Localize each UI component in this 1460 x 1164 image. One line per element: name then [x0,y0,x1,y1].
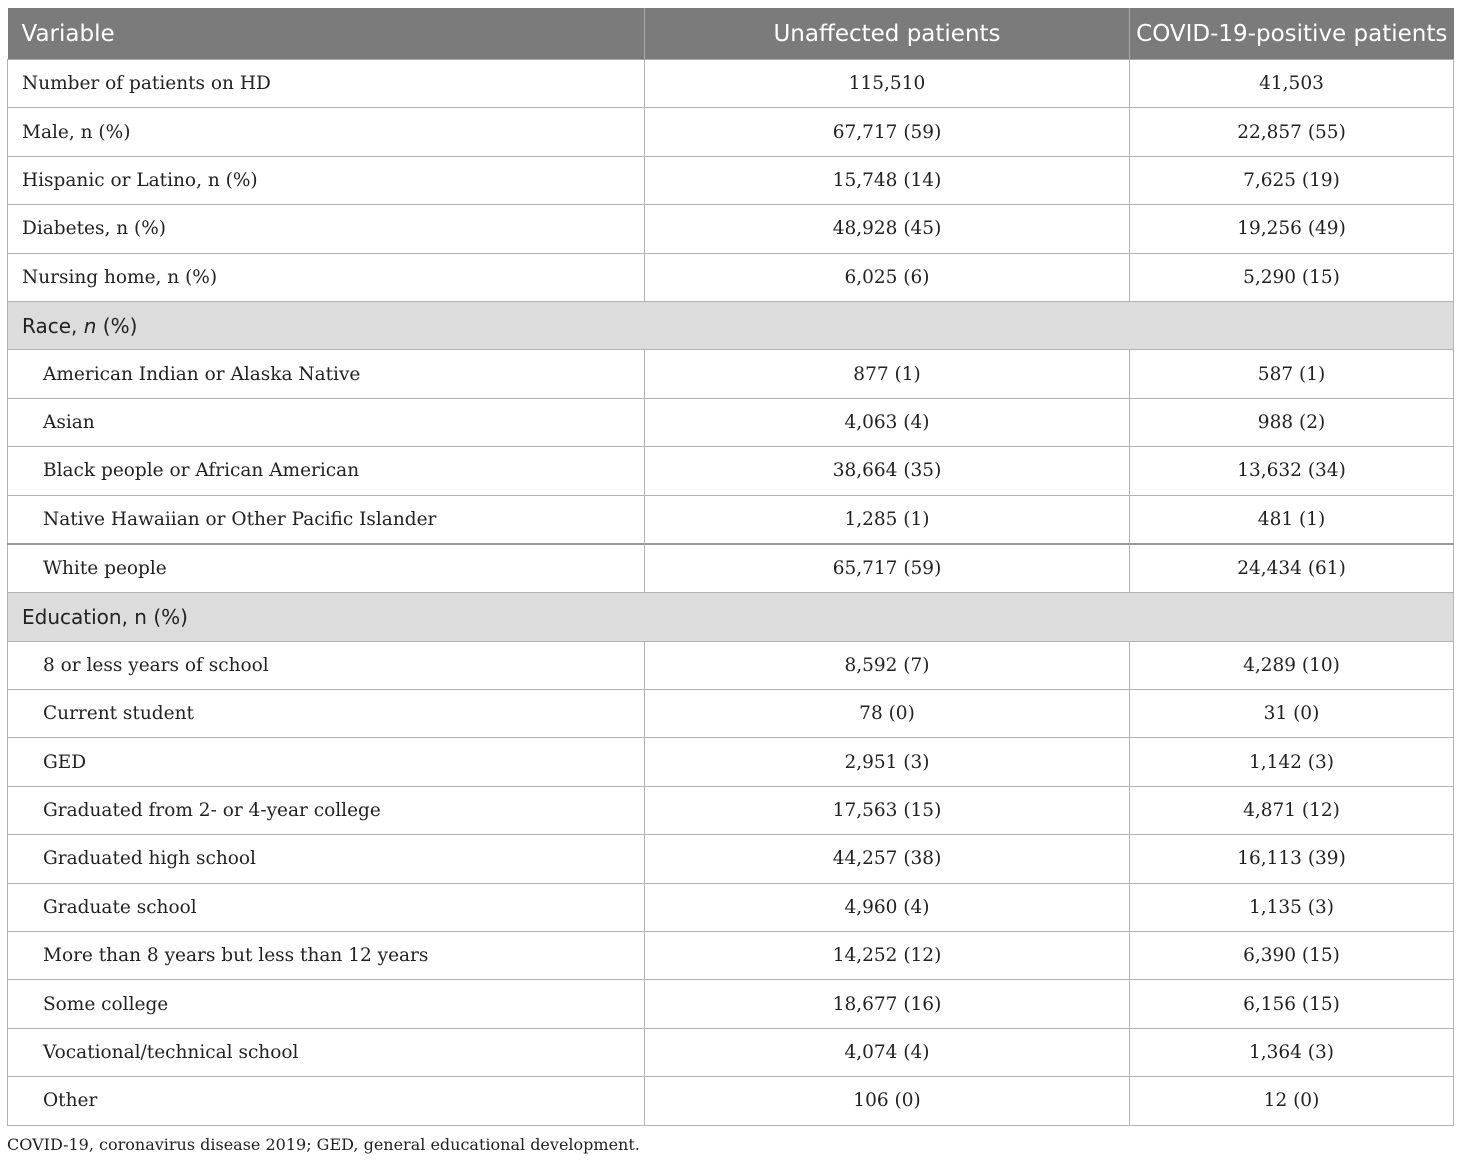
table-row [8,156,1454,204]
row-label: Graduate school [8,883,645,931]
row-label: 8 or less years of school [8,641,645,689]
covid-value: 6,390 (15) [1130,932,1454,980]
covid-value: 6,156 (15) [1130,980,1454,1028]
demographics-table [7,8,1454,1126]
unaffected-value: 38,664 (35) [645,447,1130,495]
covid-value: 12 (0) [1130,1077,1454,1125]
row-label: Asian [8,398,645,446]
row-label: Graduated high school [8,835,645,883]
unaffected-value: 65,717 (59) [645,544,1130,593]
row-label: Diabetes, n (%) [8,205,645,253]
covid-value: 19,256 (49) [1130,205,1454,253]
table-row [8,108,1454,156]
header-covid: COVID-19-positive patients [1130,8,1454,60]
covid-value: 1,142 (3) [1130,738,1454,786]
unaffected-value: 44,257 (38) [645,835,1130,883]
table-row [8,786,1454,834]
unaffected-value: 48,928 (45) [645,205,1130,253]
unaffected-value: 4,074 (4) [645,1028,1130,1076]
table-row [8,690,1454,738]
unaffected-value: 877 (1) [645,350,1130,398]
covid-value: 31 (0) [1130,690,1454,738]
table-row [8,1028,1454,1076]
unaffected-value: 4,063 (4) [645,398,1130,446]
covid-value: 481 (1) [1130,495,1454,544]
table-row [8,980,1454,1028]
unaffected-value: 67,717 (59) [645,108,1130,156]
covid-value: 5,290 (15) [1130,253,1454,301]
row-label: Graduated from 2- or 4-year college [8,786,645,834]
unaffected-value: 1,285 (1) [645,495,1130,544]
table-row [8,883,1454,931]
covid-value: 16,113 (39) [1130,835,1454,883]
table-row [8,447,1454,495]
header-unaffected: Unaffected patients [645,8,1130,60]
table-row [8,1077,1454,1125]
table-row [8,835,1454,883]
table-row [8,932,1454,980]
table-row [8,205,1454,253]
unaffected-value: 15,748 (14) [645,156,1130,204]
table-row [8,544,1454,593]
row-label: More than 8 years but less than 12 years [8,932,645,980]
table-row [8,495,1454,544]
race-heading-n: n [83,313,97,338]
covid-value: 24,434 (61) [1130,544,1454,593]
section-heading-race [8,301,1454,349]
row-label: Vocational/technical school [8,1028,645,1076]
covid-value: 1,364 (3) [1130,1028,1454,1076]
row-label: White people [8,544,645,593]
header-variable: Variable [8,8,645,60]
unaffected-value: 17,563 (15) [645,786,1130,834]
table-row [8,738,1454,786]
row-label: Current student [8,690,645,738]
covid-value: 1,135 (3) [1130,883,1454,931]
section-row-race [8,301,1454,349]
row-label: Some college [8,980,645,1028]
row-label: Native Hawaiian or Other Pacific Islander [8,495,645,544]
unaffected-value: 106 (0) [645,1077,1130,1125]
row-label: Hispanic or Latino, n (%) [8,156,645,204]
covid-value: 7,625 (19) [1130,156,1454,204]
covid-value: 41,503 [1130,60,1454,108]
covid-value: 4,871 (12) [1130,786,1454,834]
unaffected-value: 14,252 (12) [645,932,1130,980]
row-label: Number of patients on HD [8,60,645,108]
unaffected-value: 78 (0) [645,690,1130,738]
table-row [8,350,1454,398]
covid-value: 988 (2) [1130,398,1454,446]
covid-value: 4,289 (10) [1130,641,1454,689]
table-row [8,641,1454,689]
race-heading-suffix: (%) [96,313,138,338]
race-heading-prefix: Race, [22,313,84,338]
unaffected-value: 8,592 (7) [645,641,1130,689]
table-row [8,60,1454,108]
row-label: Other [8,1077,645,1125]
table-row [8,253,1454,301]
unaffected-value: 6,025 (6) [645,253,1130,301]
row-label: American Indian or Alaska Native [8,350,645,398]
table-footnote: COVID-19, coronavirus disease 2019; GED, general educational development. [7,1135,640,1154]
unaffected-value: 18,677 (16) [645,980,1130,1028]
unaffected-value: 4,960 (4) [645,883,1130,931]
covid-value: 587 (1) [1130,350,1454,398]
unaffected-value: 115,510 [645,60,1130,108]
table-header-row [8,8,1454,60]
row-label: Male, n (%) [8,108,645,156]
row-label: Black people or African American [8,447,645,495]
table-row [8,398,1454,446]
row-label: GED [8,738,645,786]
section-heading-education: Education, n (%) [8,593,1454,641]
covid-value: 22,857 (55) [1130,108,1454,156]
unaffected-value: 2,951 (3) [645,738,1130,786]
row-label: Nursing home, n (%) [8,253,645,301]
covid-value: 13,632 (34) [1130,447,1454,495]
section-row-education [8,593,1454,641]
